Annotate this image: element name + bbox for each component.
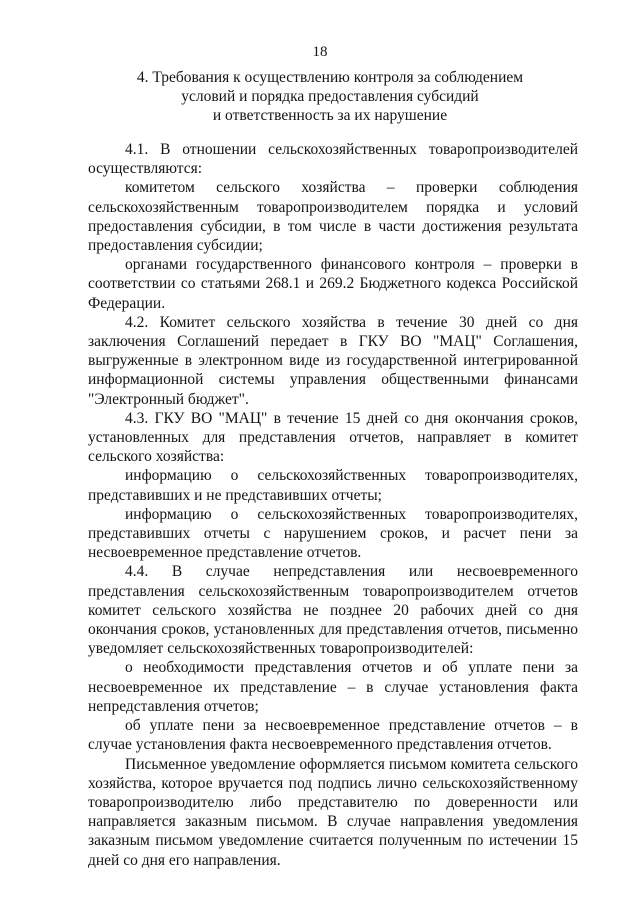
page-number: 18 [312, 44, 328, 60]
section-heading-line-3: и ответственность за их нарушение [212, 107, 448, 124]
section-heading-line-1: 4. Требования к осуществлению контроля за соблюдением [136, 69, 524, 86]
paragraph-4-1-committee: комитетом сельского хозяйства – проверки соблюдения сельскохозяйственным товаропроизводителем порядка и условий предоставления субсидии, в том числе в части достижения результата предоставления субсидии; [88, 179, 578, 255]
paragraph-4-3: 4.3. ГКУ ВО "МАЦ" в течение 15 дней со дня окончания сроков, установленных для представления отчетов, направляет в комитет сельского хозяйства: [88, 409, 578, 466]
section-body [88, 140, 578, 870]
paragraph-notification: Письменное уведомление оформляется письмом комитета сельского хозяйства, которое вручается под подпись лично сельскохозяйственному товаропроизводителю либо представителю по доверенности или направляется заказным письмом. В случае направления уведомления заказным письмом уведомление считается полученным по истечении 15 дней со дня его направления. [88, 755, 578, 869]
paragraph-4-4-item-2: об уплате пени за несвоевременное представление отчетов – в случае установления факта несвоевременного представления отчетов. [88, 717, 578, 754]
paragraph-4-3-item-1: информацию о сельскохозяйственных товаропроизводителях, представивших и не представивших отчеты; [88, 467, 578, 504]
section-heading-line-2: условий и порядка предоставления субсидий [181, 88, 479, 105]
paragraph-4-1: 4.1. В отношении сельскохозяйственных товаропроизводителей осуществляются: [88, 141, 578, 178]
paragraph-4-2: 4.2. Комитет сельского хозяйства в течение 30 дней со дня заключения Соглашений передает в ГКУ ВО "МАЦ" Соглашения, выгруженные в электронном виде из государственной интегрированной информационной системы управления общественными финансами "Электронный бюджет". [88, 313, 578, 408]
paragraph-4-1-financial-control: органами государственного финансового контроля – проверки в соответствии со статьями 268.1 и 269.2 Бюджетного кодекса Российской Федерации. [88, 256, 578, 312]
paragraph-4-4: 4.4. В случае непредставления или несвоевременного представления сельскохозяйственным товаропроизводителем отчетов комитет сельского хозяйства не позднее 20 рабочих дней со дня окончания сроков, установленных для представления отчетов, письменно уведомляет сельскохозяйственных товаропроизводителей: [88, 563, 578, 658]
paragraph-4-3-item-2: информацию о сельскохозяйственных товаропроизводителях, представивших отчеты с нарушением сроков, и расчет пени за несвоевременное представление отчетов. [88, 505, 578, 562]
paragraph-4-4-item-1: о необходимости представления отчетов и об уплате пени за несвоевременное их представление – в случае установления факта непредставления отчетов; [88, 659, 578, 715]
section-heading [90, 68, 570, 125]
